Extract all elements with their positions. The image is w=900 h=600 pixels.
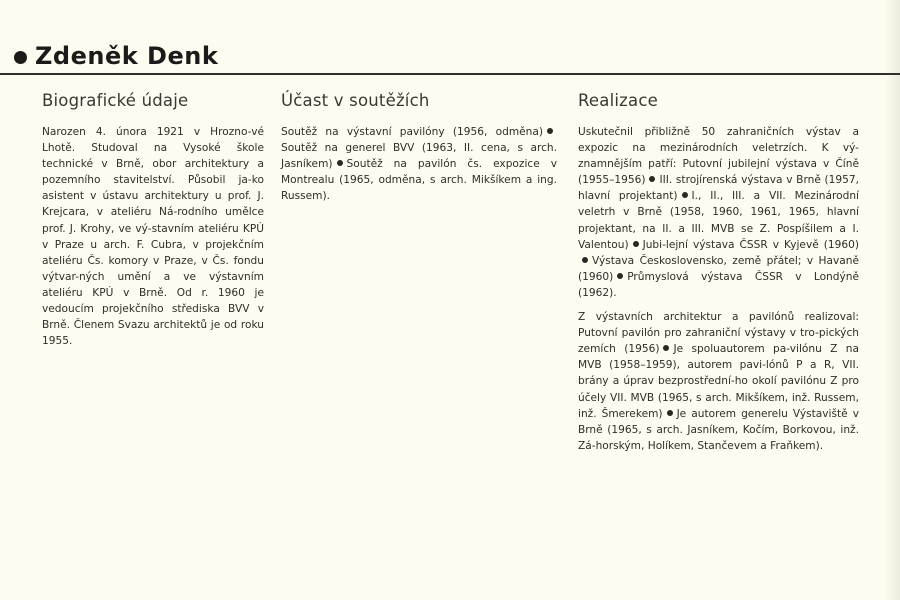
competition-item: Soutěž na generel BVV (1963, II. cena, s arch. Jasníkem) bbox=[281, 142, 557, 171]
bullet-separator-icon bbox=[649, 176, 655, 182]
title-divider bbox=[0, 73, 900, 75]
page-edge-shadow bbox=[886, 0, 900, 600]
bullet-separator-icon bbox=[337, 160, 343, 166]
realizations-heading: Realizace bbox=[578, 91, 658, 110]
competitions-column bbox=[281, 90, 557, 212]
competition-item: Soutěž na pavilón čs. expozice v Montrealu (1965, odměna, s arch. Mikšíkem a ing. Russem). bbox=[281, 158, 557, 203]
competition-item: Soutěž na výstavní pavilóny (1956, odměna) bbox=[281, 126, 543, 138]
realization-item: Putovní pavilón pro zahraniční výstavy v tro-pických zemích (1956) bbox=[578, 327, 859, 356]
realizations-paragraph-1 bbox=[578, 124, 859, 301]
realization-item: III. strojírenská výstava v Brně (1957, hlavní projektant) bbox=[578, 174, 859, 203]
realization-item: Výstava Československo, země přátel; v Havaně (1960) bbox=[578, 254, 859, 283]
realization-item: I., II., III. a VII. Mezinárodní veletrh v Brně (1958, 1960, 1961, 1965, hlavní projektant, na II. a III. MVB se Z. Pospíšilem a I. Valentou) bbox=[578, 190, 859, 251]
bullet-icon bbox=[14, 51, 27, 64]
bullet-separator-icon bbox=[633, 241, 639, 247]
realizations-column bbox=[578, 90, 859, 462]
architect-name: Zdeněk Denk bbox=[35, 42, 219, 70]
realization-item: Jubi-lejní výstava ČSSR v Kyjevě (1960) bbox=[642, 238, 859, 251]
realizations-intro: Uskutečnil přibližně 50 zahraničních výstav a expozic na mezinárodních veletrzích. K vý-znamnějším patří: bbox=[578, 126, 859, 171]
bullet-separator-icon bbox=[617, 273, 623, 279]
competitions-text bbox=[281, 124, 557, 204]
realizations-intro: Z výstavních architektur a pavilónů realizoval: bbox=[578, 311, 859, 324]
bullet-separator-icon bbox=[667, 410, 673, 416]
bullet-separator-icon bbox=[663, 345, 669, 351]
bullet-separator-icon bbox=[582, 257, 588, 263]
biography-column bbox=[42, 90, 264, 357]
page-title bbox=[14, 42, 218, 70]
realization-item: Putovní jubilejní výstava v Číně (1955–1956) bbox=[578, 158, 859, 187]
realization-item: Je autorem generelu Výstaviště v Brně (1965, s arch. Jasníkem, Kočím, Borkovou, inž. Zá-horským, Holíkem, Stančevem a Fraňkem). bbox=[578, 407, 859, 452]
biography-text: Narozen 4. února 1921 v Hrozno-vé Lhotě. Studoval na Vysoké škole technické v Brně, obor architektury a pozemního stavitelství. Působil ja-ko asistent v ústavu architektury u prof. J. Krejcara, v ateliéru Ná-rodního umělce prof. J. Krohy, ve vý-stavním ateliéru KPÚ v Praze u arch. F. Cubra, v projekčním ateliéru Čs. komory v Praze, v Čs. fondu výtvar-ných umění a ve výstavním ateliéru KPÚ v Brně. Od r. 1960 je vedoucím projekčního střediska BVV v Brně. Členem Svazu architektů je od roku 1955. bbox=[42, 126, 264, 348]
realizations-paragraph-2 bbox=[578, 309, 859, 454]
realization-item: Průmyslová výstava ČSSR v Londýně (1962). bbox=[578, 270, 859, 299]
bullet-separator-icon bbox=[547, 128, 553, 134]
competitions-heading: Účast v soutěžích bbox=[281, 91, 430, 110]
biography-heading: Biografické údaje bbox=[42, 91, 189, 110]
realization-item: Je spoluautorem pa-vilónu Z na MVB (1958–1959), autorem pavi-lónů P a R, VII. brány a úprav bezprostřední-ho okolí pavilónu Z pro účely VII. MVB (1965, s arch. Mikšíkem, inž. Russem, inž. Šmerekem) bbox=[578, 343, 859, 420]
bullet-separator-icon bbox=[682, 192, 688, 198]
